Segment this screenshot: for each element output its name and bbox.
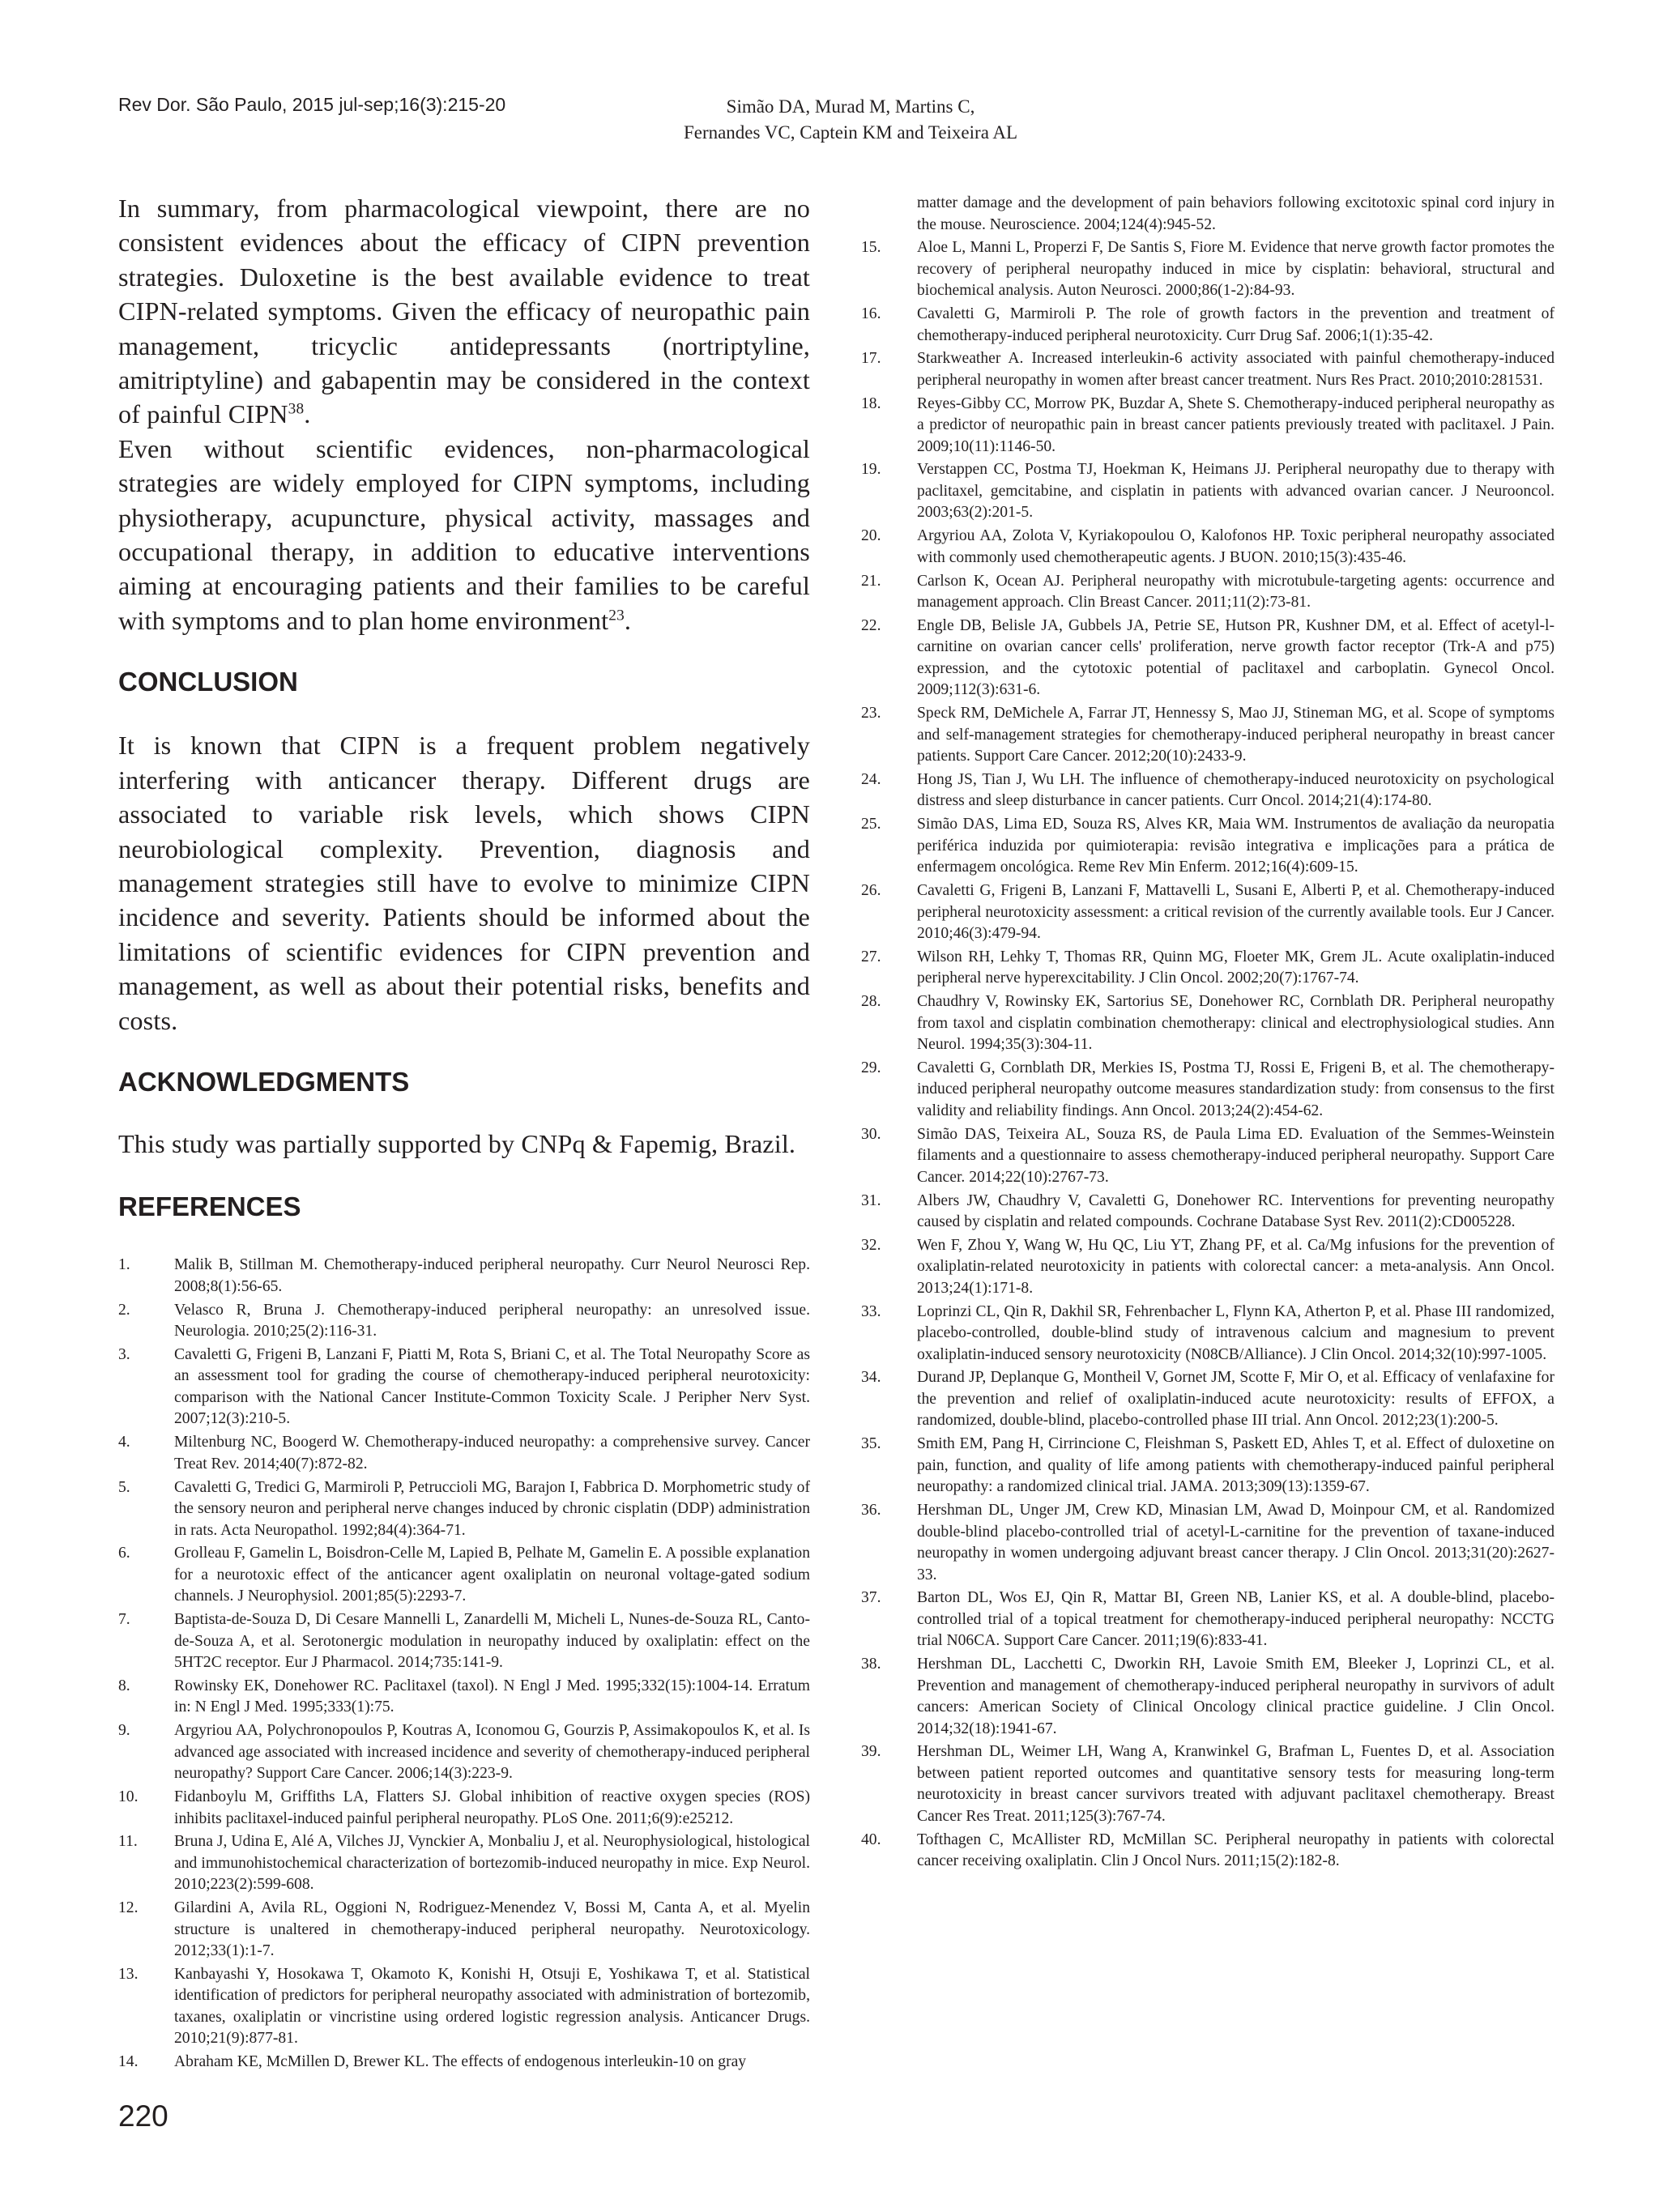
reference-number: 2. — [118, 1301, 130, 1319]
reference-text: Simão DAS, Teixeira AL, Souza RS, de Paula Lima ED. Evaluation of the Semmes-Weinstein filaments and a questionnaire to assess chemotherapy-induced peripheral neuropathy. Support Care Cancer. 2014;22(10):2767-73. — [917, 1125, 1555, 1186]
reference-text: Rowinsky EK, Donehower RC. Paclitaxel (taxol). N Engl J Med. 1995;332(15):1004-14. Erratum in: N Engl J Med. 1995;333(1):75. — [174, 1677, 810, 1716]
reference-item — [861, 947, 1555, 990]
reference-text: Gilardini A, Avila RL, Oggioni N, Rodriguez-Menendez V, Bossi M, Canta A, et al. Myelin structure is unaltered in chemotherapy-induced peripheral neuropathy. Neurotoxicology. 2012;33(1):1-7. — [174, 1899, 810, 1960]
page-number: 220 — [118, 2099, 168, 2133]
reference-text: Hershman DL, Lacchetti C, Dworkin RH, Lavoie Smith EM, Bleeker J, Loprinzi CL, et al. Prevention and management of chemotherapy-induced peripheral neuropathy in survivors of adult cancers: American Society of Clinical Oncology clinical practice guideline. J Clin Oncol. 2014;32(18):1941-67. — [917, 1656, 1555, 1737]
reference-item — [861, 1302, 1555, 1366]
reference-item — [861, 1235, 1555, 1300]
reference-item — [861, 237, 1555, 302]
reference-continuation: matter damage and the development of pain behaviors following excitotoxic spinal cord injury in the mouse. Neuroscience. 2004;124(4):945-52. — [917, 194, 1555, 233]
reference-text: Cavaletti G, Frigeni B, Lanzani F, Mattavelli L, Susani E, Alberti P, et al. Chemotherapy-induced peripheral neurotoxicity assessment: a critical revision of the currently available tools. Eur J Cancer. 2010;46(3):479-94. — [917, 882, 1555, 943]
reference-item — [118, 1676, 810, 1719]
conclusion-paragraph: It is known that CIPN is a frequent problem negatively interfering with anticancer therapy. Different drugs are associated to variable risk levels, which shows CIPN neurobiological complexity. Prevention, diagnosis and management strategies still have to evolve to minimize CIPN incidence and severity. Patients should be informed about the limitations of scientific evidences for CIPN prevention and management, as well as about their potential risks, benefits and costs. — [118, 731, 810, 1035]
reference-text: Barton DL, Wos EJ, Qin R, Mattar BI, Green NB, Lanier KS, et al. A double-blind, placebo-controlled trial of a topical treatment for chemotherapy-induced peripheral neuropathy: NCCTG trial N06CA. Support Care Cancer. 2011;19(6):833-41. — [917, 1589, 1555, 1650]
reference-text: Albers JW, Chaudhry V, Cavaletti G, Donehower RC. Interventions for preventing neuropathy caused by cisplatin and related compounds. Cochrane Database Syst Rev. 2011(2):CD005228. — [917, 1191, 1555, 1231]
reference-item — [118, 1898, 810, 1963]
reference-item — [118, 1609, 810, 1674]
reference-item — [861, 1191, 1555, 1234]
reference-item — [861, 880, 1555, 945]
reference-number: 7. — [118, 1611, 130, 1629]
reference-number: 25. — [861, 816, 881, 833]
acknowledgments-heading: ACKNOWLEDGMENTS — [118, 1066, 410, 1097]
reference-number: 30. — [861, 1125, 881, 1143]
reference-item — [861, 1588, 1555, 1652]
reference-item — [861, 394, 1555, 458]
reference-text: Velasco R, Bruna J. Chemotherapy-induced peripheral neuropathy: an unresolved issue. Neurologia. 2010;25(2):116-31. — [174, 1301, 810, 1340]
reference-number: 15. — [861, 239, 881, 257]
reference-item — [861, 814, 1555, 879]
reference-number: 22. — [861, 616, 881, 634]
reference-item — [861, 1830, 1555, 1873]
reference-text: Aloe L, Manni L, Properzi F, De Santis S, Fiore M. Evidence that nerve growth factor promotes the recovery of peripheral neuropathy induced in mice by cisplatin: behavioral, structural and biochemical analysis. Auton Neurosci. 2000;86(1-2):84-93. — [917, 239, 1555, 300]
summary-paragraph-2: Even without scientific evidences, non-pharmacological strategies are widely employed for CIPN symptoms, including physiotherapy, acupuncture, physical activity, massages and occupational therapy, in addition to educative interventions aiming at encouraging patients and their families to be careful with symptoms and to plan home environment$^{23}$. — [118, 433, 810, 635]
reference-item — [861, 616, 1555, 701]
reference-text: Durand JP, Deplanque G, Montheil V, Gornet JM, Scotte F, Mir O, et al. Efficacy of venlafaxine for the prevention and relief of oxaliplatin-induced acute neurotoxicity: results of EFFOX, a randomized, double-blind, placebo-controlled phase III trial. Ann Oncol. 2012;23(1):200-5. — [917, 1369, 1555, 1430]
reference-item — [118, 1720, 810, 1785]
right-column — [861, 193, 1555, 1874]
reference-text: Reyes-Gibby CC, Morrow PK, Buzdar A, Shete S. Chemotherapy-induced peripheral neuropathy as a predictor of neuropathic pain in breast cancer patients previously treated with paclitaxel. J Pain. 2009;10(11):1146-50. — [917, 394, 1555, 455]
reference-number: 14. — [118, 2053, 139, 2071]
reference-text: Cavaletti G, Frigeni B, Lanzani F, Piatti M, Rota S, Briani C, et al. The Total Neuropathy Score as an assessment tool for grading the course of chemotherapy-induced peripheral neurotoxicity: comparison with the National Cancer Institute-Common Toxicity Scale. J Peripher Nerv Syst. 2007;12(3):210-5. — [174, 1345, 810, 1428]
reference-text: Simão DAS, Lima ED, Souza RS, Alves KR, Maia WM. Instrumentos de avaliação da neuropatia periférica induzida por quimioterapia: revisão integrativa e implicações para a prática de enfermagem oncológica. Reme Rev Min Enferm. 2012;16(4):609-15. — [917, 816, 1555, 876]
reference-item — [118, 1964, 810, 2050]
reference-text: Miltenburg NC, Boogerd W. Chemotherapy-induced neuropathy: a comprehensive survey. Cancer Treat Rev. 2014;40(7):872-82. — [174, 1434, 810, 1473]
reference-item — [861, 703, 1555, 768]
reference-item — [861, 1434, 1555, 1498]
reference-number: 27. — [861, 948, 881, 965]
citation-superscript: 38 — [288, 400, 305, 418]
reference-text: Hershman DL, Weimer LH, Wang A, Kranwinkel G, Brafman L, Fuentes D, et al. Association between patient reported outcomes and quantitative sensory tests for measuring long-term neurotoxicity in breast cancer survivors treated with adjuvant paclitaxel chemotherapy. Breast Cancer Res Treat. 2011;125(3):767-74. — [917, 1743, 1555, 1825]
reference-item — [118, 1831, 810, 1896]
reference-item — [861, 304, 1555, 347]
reference-number: 31. — [861, 1191, 881, 1209]
reference-number: 32. — [861, 1236, 881, 1254]
reference-text: Hershman DL, Unger JM, Crew KD, Minasian LM, Awad D, Moinpour CM, et al. Randomized double-blind placebo-controlled trial of acetyl-L-carnitine for the prevention of taxane-induced neuropathy in women undergoing adjuvant breast cancer therapy. J Clin Oncol. 2013;31(20):2627-33. — [917, 1502, 1555, 1583]
reference-number: 33. — [861, 1302, 881, 1320]
reference-item — [861, 459, 1555, 524]
reference-item — [861, 1058, 1555, 1123]
reference-text: Loprinzi CL, Qin R, Dakhil SR, Fehrenbacher L, Flynn KA, Atherton P, et al. Phase III randomized, placebo-controlled, double-blind study of intravenous calcium and magnesium to prevent oxaliplatin-induced sensory neurotoxicity (N08CB/Alliance). J Clin Oncol. 2014;32(10):997-1005. — [917, 1302, 1555, 1363]
reference-number: 1. — [118, 1256, 130, 1274]
reference-text: Bruna J, Udina E, Alé A, Vilches JJ, Vynckier A, Monbaliu J, et al. Neurophysiological, histological and immunohistochemical characterization of bortezomib-induced neuropathy in mice. Exp Neurol. 2010;223(2):599-608. — [174, 1833, 810, 1894]
reference-number: 12. — [118, 1899, 139, 1917]
reference-text: Abraham KE, McMillen D, Brewer KL. The effects of endogenous interleukin-10 on gray — [174, 2053, 747, 2071]
reference-text: Malik B, Stillman M. Chemotherapy-induced peripheral neuropathy. Curr Neurol Neurosci Rep. 2008;8(1):56-65. — [174, 1256, 810, 1295]
reference-item — [118, 2052, 810, 2073]
reference-number: 39. — [861, 1743, 881, 1761]
reference-number: 36. — [861, 1502, 881, 1519]
reference-number: 3. — [118, 1345, 130, 1363]
authors-header — [624, 94, 1077, 146]
reference-text: Cavaletti G, Cornblath DR, Merkies IS, Postma TJ, Rossi E, Frigeni B, et al. The chemotherapy-induced peripheral neuropathy outcome measures standardization study: from consensus to the first validity and reliability findings. Ann Oncol. 2013;24(2):454-62. — [917, 1059, 1555, 1119]
authors-line-2: Fernandes VC, Captein KM and Teixeira AL — [683, 122, 1018, 143]
reference-number: 35. — [861, 1435, 881, 1453]
reference-text: Speck RM, DeMichele A, Farrar JT, Hennessy S, Mao JJ, Stineman MG, et al. Scope of symptoms and self-management strategies for chemotherapy-induced peripheral neuropathy in breast cancer patients. Support Care Cancer. 2012;20(10):2433-9. — [917, 705, 1555, 765]
reference-item — [861, 1654, 1555, 1740]
reference-item — [861, 526, 1555, 569]
reference-text: Argyriou AA, Zolota V, Kyriakopoulou O, Kalofonos HP. Toxic peripheral neuropathy associated with commonly used chemotherapeutic agents. J BUON. 2010;15(3):435-46. — [917, 527, 1555, 566]
reference-text: Verstappen CC, Postma TJ, Hoekman K, Heimans JJ. Peripheral neuropathy due to therapy with paclitaxel, gemcitabine, and cisplatin in patients with advanced ovarian cancer. J Neurooncol. 2003;63(2):201-5. — [917, 461, 1555, 522]
reference-number: 9. — [118, 1722, 130, 1740]
reference-number: 38. — [861, 1656, 881, 1673]
reference-text: Hong JS, Tian J, Wu LH. The influence of chemotherapy-induced neurotoxicity on psychological distress and sleep disturbance in cancer patients. Curr Oncol. 2014;21(4):174-80. — [917, 770, 1555, 810]
reference-text: Wilson RH, Lehky T, Thomas RR, Quinn MG, Floeter MK, Grem JL. Acute oxaliplatin-induced peripheral nerve hyperexcitability. J Clin Oncol. 2002;20(7):1767-74. — [917, 948, 1555, 987]
reference-item — [118, 1543, 810, 1608]
reference-text: Smith EM, Pang H, Cirrincione C, Fleishman S, Paskett ED, Ahles T, et al. Effect of duloxetine on pain, function, and quality of life among patients with chemotherapy-induced painful peripheral neuropathy: a randomized clinical trial. JAMA. 2013;309(13):1359-67. — [917, 1435, 1555, 1496]
left-column — [118, 191, 810, 2075]
reference-item — [861, 1124, 1555, 1189]
reference-text: Carlson K, Ocean AJ. Peripheral neuropathy with microtubule-targeting agents: occurrence and management approach. Clin Breast Cancer. 2011;11(2):73-81. — [917, 572, 1555, 612]
reference-number: 29. — [861, 1059, 881, 1076]
reference-text: Tofthagen C, McAllister RD, McMillan SC. Peripheral neuropathy in patients with colorectal cancer receiving oxaliplatin. Clin J Oncol Nurs. 2011;15(2):182-8. — [917, 1831, 1555, 1870]
reference-text: Fidanboylu M, Griffiths LA, Flatters SJ. Global inhibition of reactive oxygen species (ROS) inhibits paclitaxel-induced painful peripheral neuropathy. PLoS One. 2011;6(9):e25212. — [174, 1788, 810, 1827]
summary-paragraph-1: In summary, from pharmacological viewpoint, there are no consistent evidences about the efficacy of CIPN prevention strategies. Duloxetine is the best available evidence to treat CIPN-related symptoms. Given the efficacy of neuropathic pain management, tricyclic antidepressants (nortriptyline, amitriptyline) and gabapentin may be considered in the context of painful CIPN$^{38}$. — [118, 194, 810, 429]
references-list-right — [861, 237, 1555, 1872]
reference-text: Starkweather A. Increased interleukin-6 activity associated with painful chemotherapy-induced peripheral neuropathy in women after breast cancer treatment. Nurs Res Pract. 2010;2010:281531. — [917, 350, 1555, 389]
reference-text: Chaudhry V, Rowinsky EK, Sartorius SE, Donehower RC, Cornblath DR. Peripheral neuropathy from taxol and cisplatin combination chemotherapy: clinical and electrophysiological studies. Ann Neurol. 1994;35(3):304-11. — [917, 993, 1555, 1054]
reference-text: Wen F, Zhou Y, Wang W, Hu QC, Liu YT, Zhang PF, et al. Ca/Mg infusions for the prevention of oxaliplatin-related neurotoxicity in patients with colorectal cancer: a meta-analysis. Ann Oncol. 2013;24(1):171-8. — [917, 1236, 1555, 1297]
reference-item — [861, 1367, 1555, 1432]
reference-item — [118, 1477, 810, 1542]
reference-number: 19. — [861, 461, 881, 479]
reference-number: 5. — [118, 1478, 130, 1496]
acknowledgments-paragraph: This study was partially supported by CNPq & Fapemig, Brazil. — [118, 1128, 796, 1158]
reference-number: 16. — [861, 305, 881, 323]
reference-text: Argyriou AA, Polychronopoulos P, Koutras A, Iconomou G, Gourzis P, Assimakopoulos K, et al. Is advanced age associated with increased incidence and severity of chemotherapy-induced peripheral neuropathy? Support Care Cancer. 2006;14(3):223-9. — [174, 1722, 810, 1783]
reference-number: 20. — [861, 527, 881, 545]
reference-number: 8. — [118, 1677, 130, 1694]
reference-text: Grolleau F, Gamelin L, Boisdron-Celle M, Lapied B, Pelhate M, Gamelin E. A possible explanation for a neurotoxic effect of the anticancer agent oxaliplatin on neuronal voltage-gated sodium channels. J Neurophysiol. 2001;85(5):2293-7. — [174, 1545, 810, 1605]
authors-line-1: Simão DA, Murad M, Martins C, — [726, 96, 975, 117]
reference-number: 34. — [861, 1369, 881, 1387]
references-list-left — [118, 1255, 810, 2073]
reference-number: 23. — [861, 705, 881, 722]
reference-number: 18. — [861, 394, 881, 412]
references-heading: REFERENCES — [118, 1191, 301, 1222]
reference-number: 10. — [118, 1788, 139, 1806]
reference-item — [861, 348, 1555, 391]
journal-header: Rev Dor. São Paulo, 2015 jul-sep;16(3):215-20 — [118, 94, 506, 115]
reference-number: 28. — [861, 993, 881, 1011]
reference-number: 17. — [861, 350, 881, 368]
reference-text: Cavaletti G, Marmiroli P. The role of growth factors in the prevention and treatment of chemotherapy-induced peripheral neurotoxicity. Curr Drug Saf. 2006;1(1):35-42. — [917, 305, 1555, 344]
reference-text: Cavaletti G, Tredici G, Marmiroli P, Petruccioli MG, Barajon I, Fabbrica D. Morphometric study of the sensory neuron and peripheral nerve changes induced by chronic cisplatin (DDP) administration in rats. Acta Neuropathol. 1992;84(4):364-71. — [174, 1478, 810, 1539]
citation-superscript: 23 — [608, 607, 625, 624]
reference-item — [118, 1432, 810, 1475]
reference-number: 40. — [861, 1831, 881, 1848]
reference-number: 6. — [118, 1545, 130, 1562]
reference-number: 24. — [861, 770, 881, 788]
reference-number: 13. — [118, 1965, 139, 1983]
reference-item — [118, 1345, 810, 1430]
reference-number: 11. — [118, 1833, 138, 1851]
reference-number: 26. — [861, 882, 881, 900]
reference-number: 21. — [861, 572, 881, 590]
reference-number: 37. — [861, 1589, 881, 1607]
reference-item — [861, 1741, 1555, 1827]
conclusion-heading: CONCLUSION — [118, 667, 298, 697]
reference-text: Baptista-de-Souza D, Di Cesare Mannelli L, Zanardelli M, Micheli L, Nunes-de-Souza RL, Canto-de-Souza A, et al. Serotonergic modulation in neuropathy induced by oxaliplatin: effect on the 5HT2C receptor. Eur J Pharmacol. 2014;735:141-9. — [174, 1611, 810, 1672]
reference-text: Kanbayashi Y, Hosokawa T, Okamoto K, Konishi H, Otsuji E, Yoshikawa T, et al. Statistical identification of predictors for peripheral neuropathy associated with administration of bortezomib, taxanes, oxaliplatin or vincristine using ordered logistic regression analysis. Anticancer Drugs. 2010;21(9):877-81. — [174, 1965, 810, 2048]
reference-item — [118, 1787, 810, 1830]
reference-text: Engle DB, Belisle JA, Gubbels JA, Petrie SE, Hutson PR, Kushner DM, et al. Effect of acetyl-l-carnitine on ovarian cancer cells' proliferation, nerve growth factor receptor (Trk-A and p75) expression, and the cytotoxic potential of paclitaxel and carboplatin. Gynecol Oncol. 2009;112(3):631-6. — [917, 616, 1555, 699]
reference-item — [861, 1500, 1555, 1586]
reference-item — [861, 571, 1555, 614]
reference-number: 4. — [118, 1434, 130, 1451]
reference-item — [118, 1300, 810, 1343]
reference-item — [861, 769, 1555, 812]
reference-item — [861, 991, 1555, 1056]
reference-item — [118, 1255, 810, 1298]
